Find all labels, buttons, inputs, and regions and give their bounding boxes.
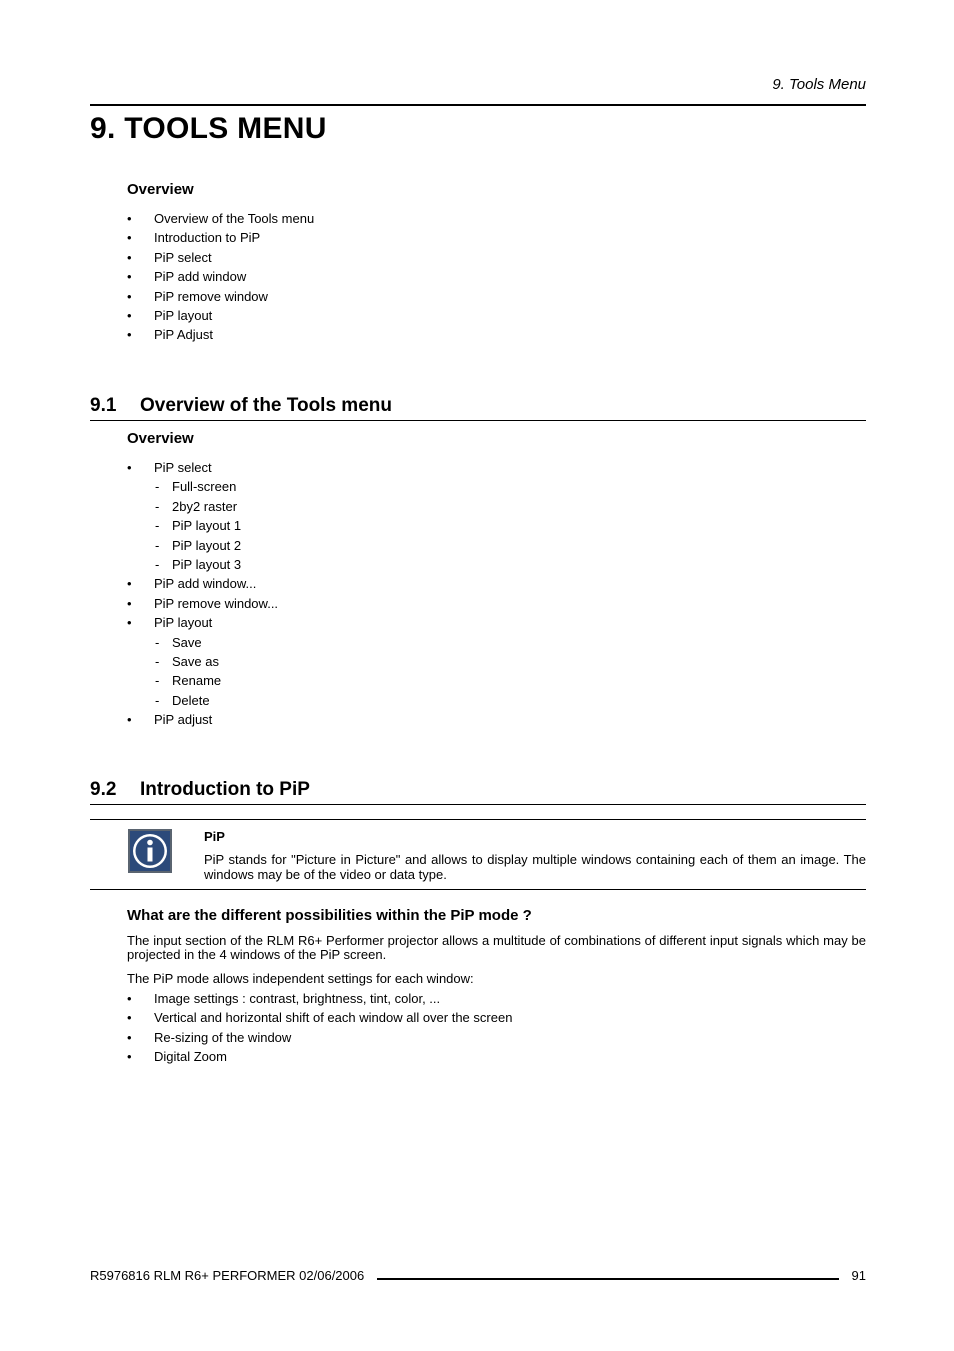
tools-menu-list bbox=[127, 458, 867, 729]
list-item: • Vertical and horizontal shift of each window all over the screen bbox=[127, 1008, 867, 1027]
list-item: • PiP add window... bbox=[127, 574, 867, 593]
list-item: • Image settings : contrast, brightness, tint, color, ... bbox=[127, 989, 867, 1008]
section-rule bbox=[90, 804, 866, 805]
list-item: • PiP remove window... bbox=[127, 594, 867, 613]
info-icon bbox=[128, 829, 172, 873]
list-subitem: - Rename bbox=[127, 671, 867, 690]
list-subitem: - Full-screen bbox=[127, 477, 867, 496]
list-item: • PiP layout bbox=[127, 306, 867, 325]
list-subitem: - PiP layout 3 bbox=[127, 555, 867, 574]
note-title: PiP bbox=[204, 829, 225, 844]
pip-settings-list bbox=[127, 989, 867, 1067]
section-9-2-title bbox=[90, 779, 310, 801]
list-subitem: - 2by2 raster bbox=[127, 497, 867, 516]
list-subitem: - Delete bbox=[127, 691, 867, 710]
list-item: • PiP layout bbox=[127, 613, 867, 632]
overview-list bbox=[127, 209, 867, 345]
list-item: • PiP remove window bbox=[127, 287, 867, 306]
list-item: • PiP Adjust bbox=[127, 325, 867, 344]
section-number: 9.1 bbox=[90, 395, 117, 416]
list-subitem: - Save bbox=[127, 633, 867, 652]
section-number: 9.2 bbox=[90, 779, 117, 800]
footer-rule bbox=[377, 1278, 839, 1280]
list-subitem: - PiP layout 1 bbox=[127, 516, 867, 535]
overview-heading: Overview bbox=[127, 181, 194, 198]
section-title-text: Overview of the Tools menu bbox=[140, 395, 392, 416]
list-item: • PiP adjust bbox=[127, 710, 867, 729]
list-item: • PiP add window bbox=[127, 267, 867, 286]
footer-doc-info: R5976816 RLM R6+ PERFORMER 02/06/2006 bbox=[90, 1268, 365, 1283]
paragraph: The input section of the RLM R6+ Performer projector allows a multitude of combinations of different input signals which may be projected in the 4 windows of the PiP screen. bbox=[127, 933, 866, 962]
page-number: 91 bbox=[851, 1268, 866, 1283]
running-header: 9. Tools Menu bbox=[772, 76, 866, 93]
section-title-text: Introduction to PiP bbox=[140, 779, 310, 800]
chapter-title: 9. TOOLS MENU bbox=[90, 112, 327, 145]
question-heading: What are the different possibilities within the PiP mode ? bbox=[127, 907, 532, 924]
section-9-1-title bbox=[90, 395, 392, 417]
list-item: • Re-sizing of the window bbox=[127, 1028, 867, 1047]
info-note bbox=[90, 819, 866, 890]
paragraph: The PiP mode allows independent settings for each window: bbox=[127, 971, 474, 986]
section-1-subheading: Overview bbox=[127, 430, 194, 447]
list-item: • PiP select bbox=[127, 248, 867, 267]
list-item: • Introduction to PiP bbox=[127, 228, 867, 247]
list-item: • Digital Zoom bbox=[127, 1047, 867, 1066]
header-rule bbox=[90, 104, 866, 106]
note-text: PiP stands for "Picture in Picture" and allows to display multiple windows containing each of them an image. The windows may be of the video or data type. bbox=[204, 852, 866, 882]
list-item: • PiP select bbox=[127, 458, 867, 477]
list-item: • Overview of the Tools menu bbox=[127, 209, 867, 228]
list-subitem: - Save as bbox=[127, 652, 867, 671]
list-subitem: - PiP layout 2 bbox=[127, 536, 867, 555]
section-rule bbox=[90, 420, 866, 421]
